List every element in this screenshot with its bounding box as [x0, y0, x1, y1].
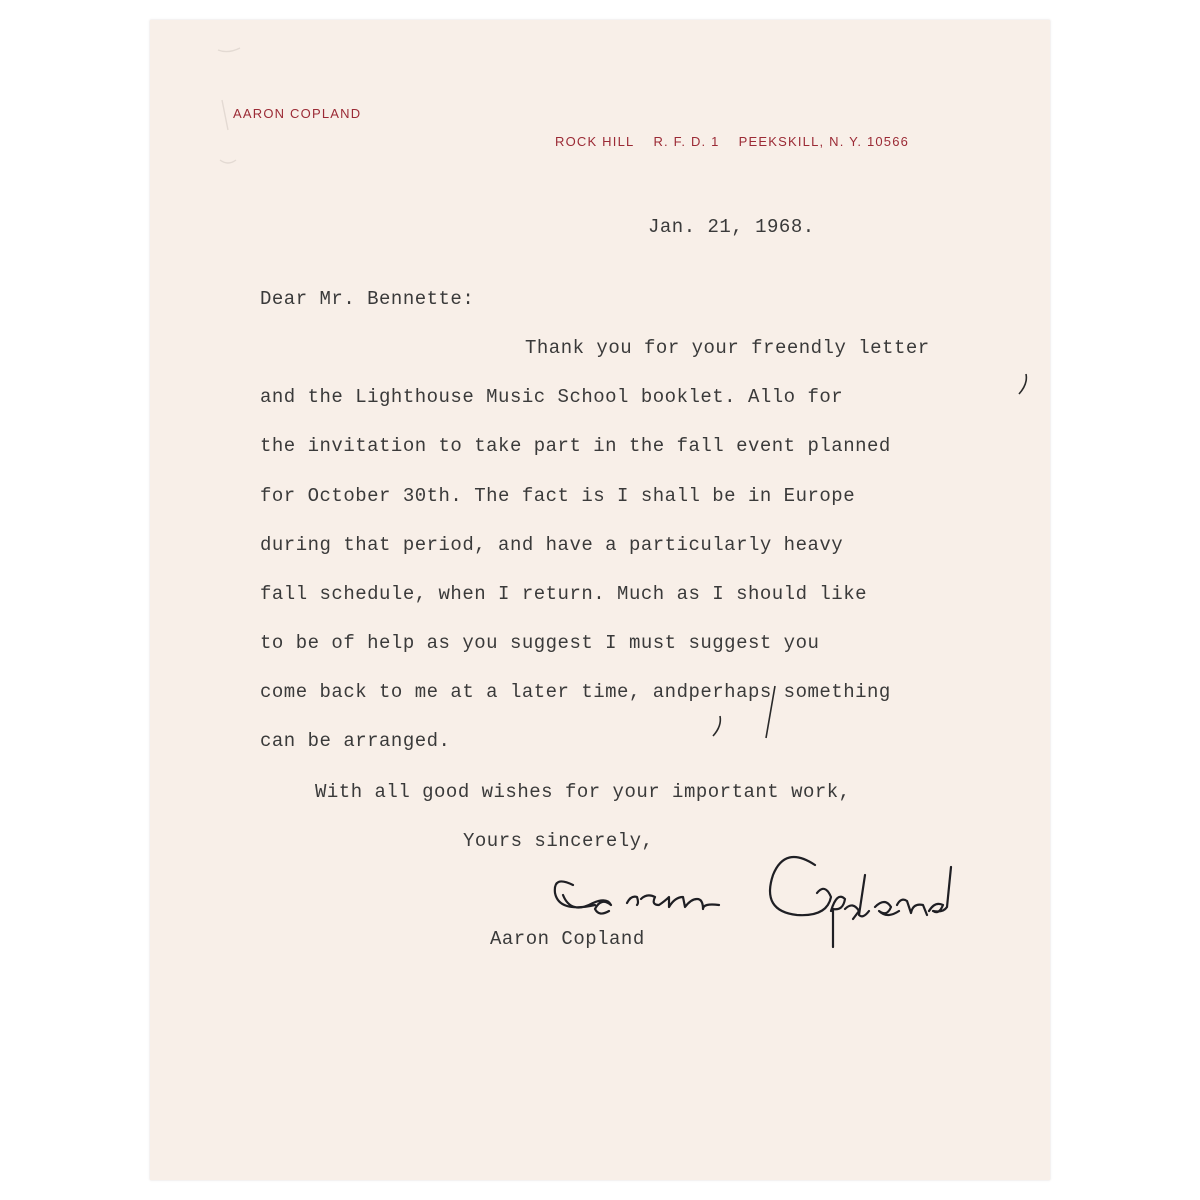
- letterhead-address: [555, 134, 909, 149]
- letterhead-name: AARON COPLAND: [233, 106, 362, 121]
- closing-line: With all good wishes for your important work,: [315, 781, 851, 803]
- ink-slash-mark: [762, 684, 778, 740]
- body-line: Thank you for your freendly letter: [525, 337, 930, 359]
- body-line: to be of help as you suggest I must suggest you: [260, 632, 820, 654]
- salutation: Dear Mr. Bennette:: [260, 288, 475, 310]
- body-line: for October 30th. The fact is I shall be in Europe: [260, 485, 856, 507]
- address-street: ROCK HILL: [555, 134, 635, 149]
- address-route: R. F. D. 1: [653, 134, 720, 149]
- letter-sheet: [150, 20, 1050, 1180]
- ink-comma-mark: [710, 714, 724, 740]
- typed-name: Aaron Copland: [490, 928, 645, 950]
- sign-off: Yours sincerely,: [463, 830, 654, 852]
- address-city: PEEKSKILL, N. Y. 10566: [738, 134, 910, 149]
- body-line: and the Lighthouse Music School booklet. Allo for: [260, 386, 844, 408]
- body-line: the invitation to take part in the fall event planned: [260, 435, 891, 457]
- body-line: come back to me at a later time, andperhaps something: [260, 681, 891, 703]
- body-line: fall schedule, when I return. Much as I should like: [260, 583, 867, 605]
- ink-comma-mark: [1016, 372, 1030, 398]
- body-line: during that period, and have a particularly heavy: [260, 534, 844, 556]
- letter-date: Jan. 21, 1968.: [648, 216, 815, 238]
- body-line: can be arranged.: [260, 730, 451, 752]
